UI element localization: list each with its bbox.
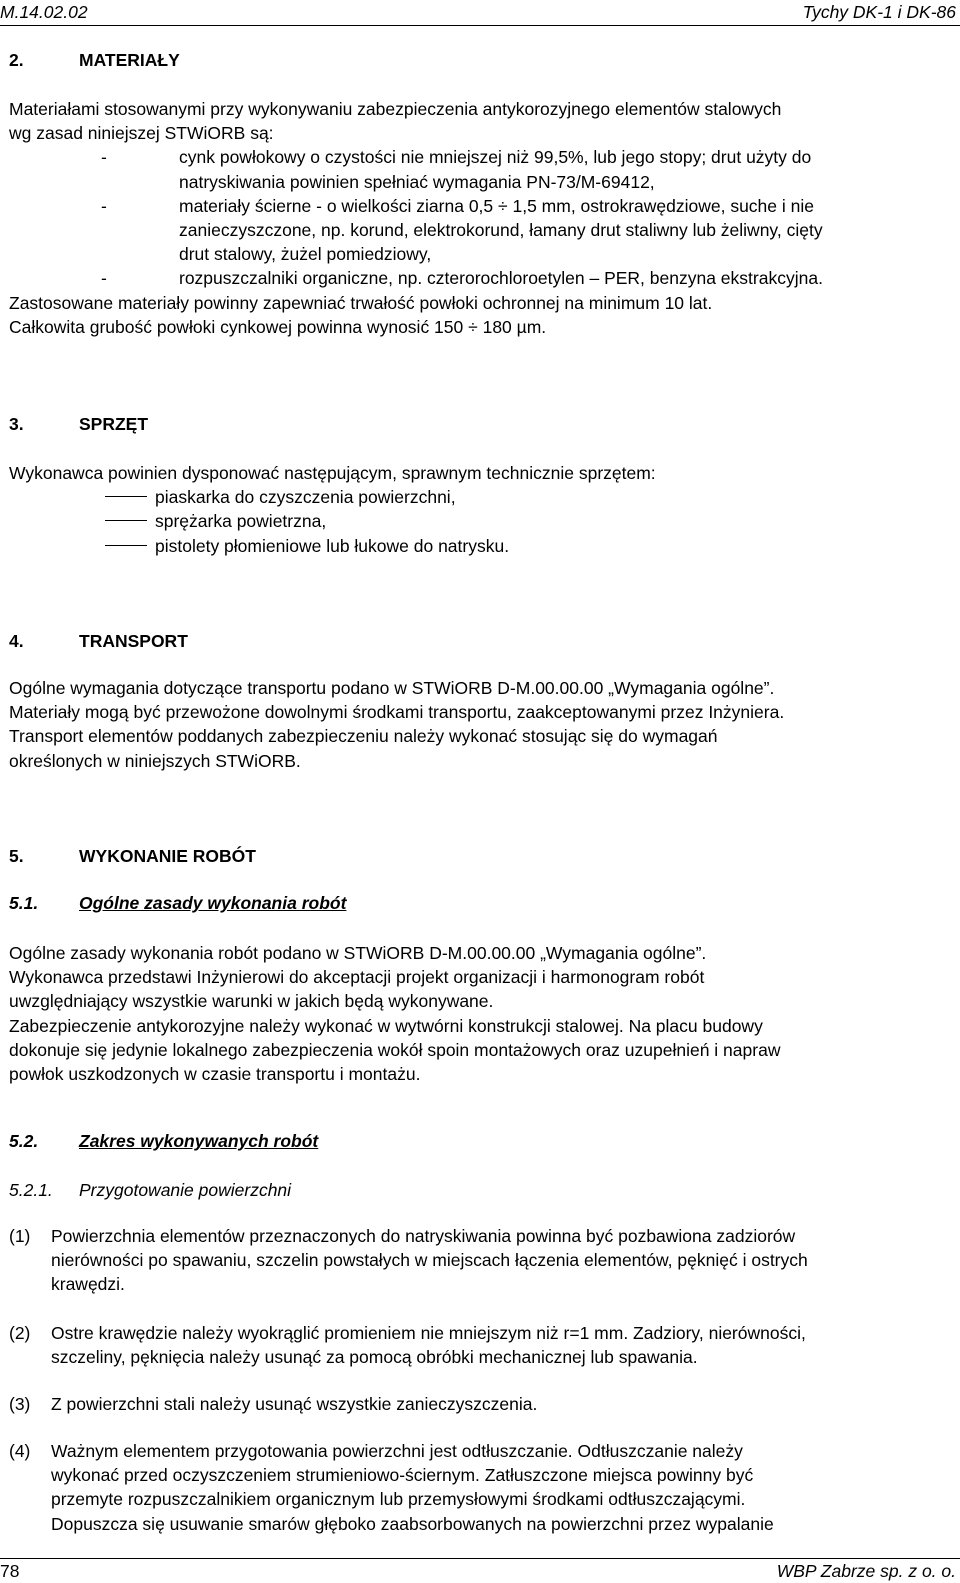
dash-marker: -	[101, 147, 107, 168]
list-item-text: pistolety płomieniowe lub łukowe do natrysku.	[155, 535, 510, 556]
section-5-heading	[9, 844, 954, 868]
item-continuation: nierówności po spawaniu, szczelin powstałych w miejscach łączenia elementów, pęknięć i ostrych	[51, 1250, 808, 1271]
numbered-item-3	[9, 1392, 954, 1416]
dash-marker: -	[101, 268, 107, 289]
subsection-title: Przygotowanie powierzchni	[79, 1180, 292, 1200]
paragraph-line: Materiały mogą być przewożone dowolnymi środkami transportu, zaakceptowanymi przez Inżyniera.	[9, 702, 785, 723]
subsection-5-2-1-heading	[9, 1178, 954, 1202]
list-item-text: materiały ścierne - o wielkości ziarna 0,5 ÷ 1,5 mm, ostrokrawędziowe, suche i nie	[179, 195, 814, 216]
numbered-item-2	[9, 1321, 954, 1369]
list-item-continuation: drut stalowy, żużel pomiedziowy,	[179, 244, 432, 265]
item-continuation: Dopuszcza się usuwanie smarów głęboko zaabsorbowanych na powierzchni przez wypalanie	[51, 1513, 774, 1534]
paragraph-line: Zastosowane materiały powinny zapewniać trwałość powłoki ochronnej na minimum 10 lat.	[9, 292, 713, 313]
section-title: TRANSPORT	[79, 631, 188, 651]
item-number: (3)	[9, 1394, 31, 1414]
numbered-item-1	[9, 1224, 954, 1297]
list-item	[9, 194, 954, 218]
list-item	[9, 485, 954, 509]
header-project-name: Tychy DK-1 i DK-86	[802, 2, 956, 22]
list-item	[9, 509, 954, 533]
header-divider	[0, 25, 960, 26]
page-number: 78	[0, 1561, 20, 1581]
subsection-number: 5.1.	[9, 893, 39, 913]
paragraph-line: Wykonawca przedstawi Inżynierowi do akceptacji projekt organizacji i harmonogram robót	[9, 967, 705, 988]
list-item-continuation: zanieczyszczone, np. korund, elektrokorund, łamany drut staliwny lub żeliwny, cięty	[179, 220, 823, 241]
section-4-heading	[9, 629, 954, 653]
paragraph-line: Wykonawca powinien dysponować następującym, sprawnym technicznie sprzętem:	[9, 463, 656, 483]
paragraph-line: dokonuje się jedynie lokalnego zabezpieczenia wokół spoin montażowych oraz uzupełnień i napraw	[9, 1039, 781, 1060]
section-4-body	[9, 676, 954, 773]
paragraph-line: Zabezpieczenie antykorozyjne należy wykonać w wytwórni konstrukcji stalowej. Na placu budowy	[9, 1015, 763, 1036]
section-title: WYKONANIE ROBÓT	[79, 846, 256, 866]
section-number: 5.	[9, 846, 24, 866]
section-3-body	[9, 461, 954, 558]
dash-marker	[105, 545, 147, 546]
section-number: 4.	[9, 631, 24, 651]
section-title: SPRZĘT	[79, 414, 149, 434]
subsection-5-1-body	[9, 941, 954, 1086]
item-number: (1)	[9, 1226, 31, 1246]
paragraph-line: Materiałami stosowanymi przy wykonywaniu zabezpieczenia antykorozyjnego elementów stalowych	[9, 99, 782, 119]
paragraph-line: wg zasad niniejszej STWiORB są:	[9, 123, 274, 144]
item-number: (4)	[9, 1441, 31, 1461]
list-item-continuation: natryskiwania powinien spełniać wymagania PN-73/M-69412,	[179, 171, 655, 192]
item-continuation: krawędzi.	[51, 1274, 125, 1295]
numbered-item-4	[9, 1439, 954, 1536]
list-item	[9, 266, 954, 290]
section-2-body	[9, 97, 954, 339]
dash-marker	[105, 520, 147, 521]
subsection-5-1-heading	[9, 891, 954, 915]
footer-divider	[0, 1558, 960, 1559]
list-item	[9, 534, 954, 558]
subsection-title: Ogólne zasady wykonania robót	[79, 893, 347, 913]
item-text: Powierzchnia elementów przeznaczonych do natryskiwania powinna być pozbawiona zadziorów	[51, 1226, 796, 1246]
item-text: Ważnym elementem przygotowania powierzchni jest odtłuszczanie. Odtłuszczanie należy	[51, 1441, 743, 1461]
section-2-heading	[9, 48, 954, 72]
item-continuation: szczeliny, pęknięcia należy usunąć za pomocą obróbki mechanicznej lub spawania.	[51, 1347, 698, 1368]
list-item-text: piaskarka do czyszczenia powierzchni,	[155, 487, 456, 508]
list-item-text: cynk powłokowy o czystości nie mniejszej niż 99,5%, lub jego stopy; drut użyty do	[179, 147, 812, 168]
subsection-5-2-heading	[9, 1129, 954, 1153]
section-number: 2.	[9, 50, 24, 70]
item-text: Z powierzchni stali należy usunąć wszystkie zanieczyszczenia.	[51, 1394, 538, 1414]
dash-marker	[105, 496, 147, 497]
paragraph-line: powłok uszkodzonych w czasie transportu i montażu.	[9, 1064, 421, 1085]
item-continuation: wykonać przed oczyszczeniem strumieniowo-ściernym. Zatłuszczone miejsca powinny być	[51, 1465, 754, 1486]
paragraph-line: Całkowita grubość powłoki cynkowej powinna wynosić 150 ÷ 180 µm.	[9, 316, 547, 337]
dash-marker: -	[101, 195, 107, 216]
item-text: Ostre krawędzie należy wyokrąglić promieniem nie mniejszym niż r=1 mm. Zadziory, nierówności,	[51, 1323, 806, 1343]
section-title: MATERIAŁY	[79, 50, 180, 70]
paragraph-line: Ogólne zasady wykonania robót podano w STWiORB D-M.00.00.00 „Wymagania ogólne”.	[9, 943, 707, 963]
list-item	[9, 145, 954, 169]
subsection-title: Zakres wykonywanych robót	[79, 1131, 319, 1151]
section-3-heading	[9, 412, 954, 436]
paragraph-line: określonych w niniejszych STWiORB.	[9, 750, 301, 771]
subsection-number: 5.2.1.	[9, 1180, 53, 1200]
item-continuation: przemyte rozpuszczalnikiem organicznym lub przemysłowymi środkami odtłuszczającymi.	[51, 1489, 746, 1510]
list-item-text: rozpuszczalniki organiczne, np. czterorochloroetylen – PER, benzyna ekstrakcyjna.	[179, 268, 823, 289]
list-item-text: sprężarka powietrzna,	[155, 511, 327, 532]
paragraph-line: Transport elementów poddanych zabezpieczeniu należy wykonać stosując się do wymagań	[9, 726, 718, 747]
section-number: 3.	[9, 414, 24, 434]
footer-company: WBP Zabrze sp. z o. o.	[776, 1561, 956, 1581]
paragraph-line: Ogólne wymagania dotyczące transportu podano w STWiORB D-M.00.00.00 „Wymagania ogólne”.	[9, 678, 775, 698]
paragraph-line: uwzględniający wszystkie warunki w jakich będą wykonywane.	[9, 991, 494, 1012]
item-number: (2)	[9, 1323, 31, 1343]
header-doc-code: M.14.02.02	[0, 2, 88, 22]
subsection-number: 5.2.	[9, 1131, 39, 1151]
